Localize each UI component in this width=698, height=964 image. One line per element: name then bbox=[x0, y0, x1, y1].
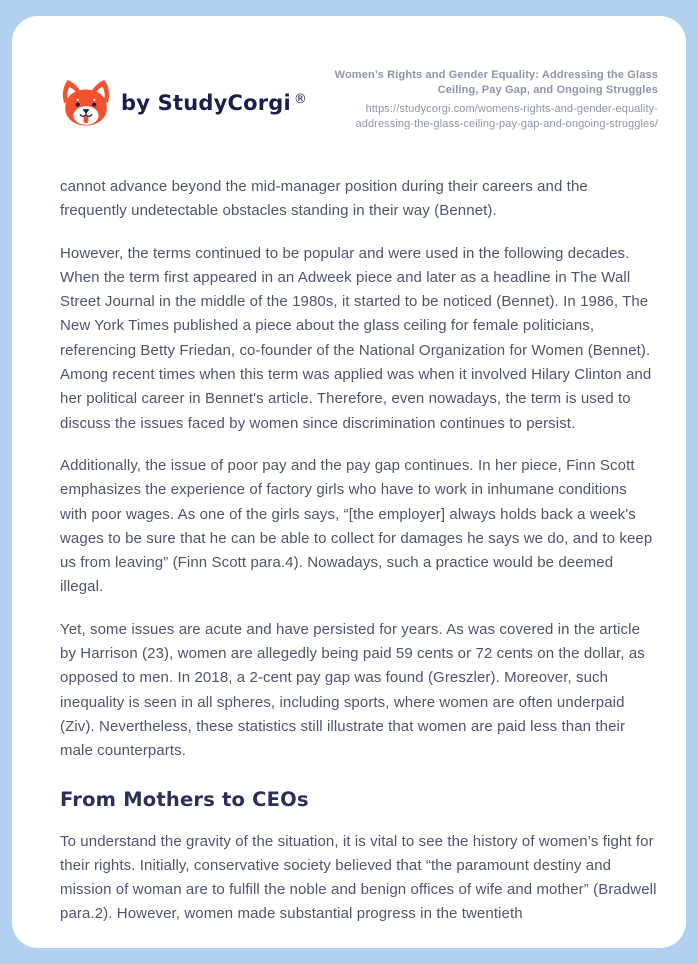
paragraph-2: However, the terms continued to be popular and were used in the following decades. When the term first appeared in an Adweek piece and later as a headline in The Wall Street Journal in the middle of the 1980s, it started to be noticed (Bennet). In 1986, The New York Times published a piece about the glass ceiling for female politicians, referencing Betty Friedan, co-founder of the National Organization for Women (Bennet). Among recent times when this term was applied was when it involved Hilary Clinton and her political career in Bennet's article. Therefore, even nowadays, the term is used to discuss the issues faced by women since discrimination continues to persist. bbox=[60, 244, 652, 432]
document-header bbox=[60, 66, 658, 131]
document-meta bbox=[308, 66, 658, 131]
paragraph-3: Additionally, the issue of poor pay and the pay gap continues. In her piece, Finn Scott emphasizes the experience of factory girls who have to work in inhumane conditions with poor wages. As one of the girls says, “[the employer] always holds back a week's wages to be sure that he can be able to collect for damages he says we do, and to keep us from leaving” (Finn Scott para.4). Nowadays, such a practice would be deemed illegal. bbox=[60, 456, 653, 596]
paragraph-4: Yet, some issues are acute and have persisted for years. As was covered in the article by Harrison (23), women are allegedly being paid 59 cents or 72 cents on the dollar, as opposed to men. In 2018, a 2-cent pay gap was found (Greszler). Moreover, such inequality is seen in all spheres, including sports, where women are often underpaid (Ziv). Nevertheless, these statistics still illustrate that women are paid less than their male counterparts. bbox=[60, 620, 645, 760]
brand-wordmark bbox=[121, 91, 307, 115]
document-url-link[interactable]: https://studycorgi.com/womens-rights-and-gender-equality-addressing-the-glass-ceiling-pay-gap-and-ongoing-struggles/ bbox=[355, 103, 658, 130]
corgi-logo-icon bbox=[60, 78, 112, 127]
paragraph-5: To understand the gravity of the situation, it is vital to see the history of women’s fight for their rights. Initially, conservative society believed that “the paramount destiny and mission of woman are to fulfill the noble and benign offices of wife and mother” (Bradwell para.2). However, women made substantial progress in the twentieth bbox=[60, 832, 657, 923]
document-title: Women’s Rights and Gender Equality: Addressing the Glass Ceiling, Pay Gap, and Ongoing Struggles bbox=[334, 69, 658, 96]
brand-wordmark-text: by StudyCorgi bbox=[121, 90, 291, 115]
registered-trademark: ® bbox=[293, 91, 308, 107]
paragraph-1: cannot advance beyond the mid-manager position during their careers and the frequently undetectable obstacles standing in their way (Bennet). bbox=[60, 178, 588, 220]
document-card bbox=[12, 16, 686, 948]
article-body bbox=[60, 175, 658, 927]
brand-logo bbox=[60, 78, 307, 127]
section-heading: From Mothers to CEOs bbox=[60, 787, 309, 811]
